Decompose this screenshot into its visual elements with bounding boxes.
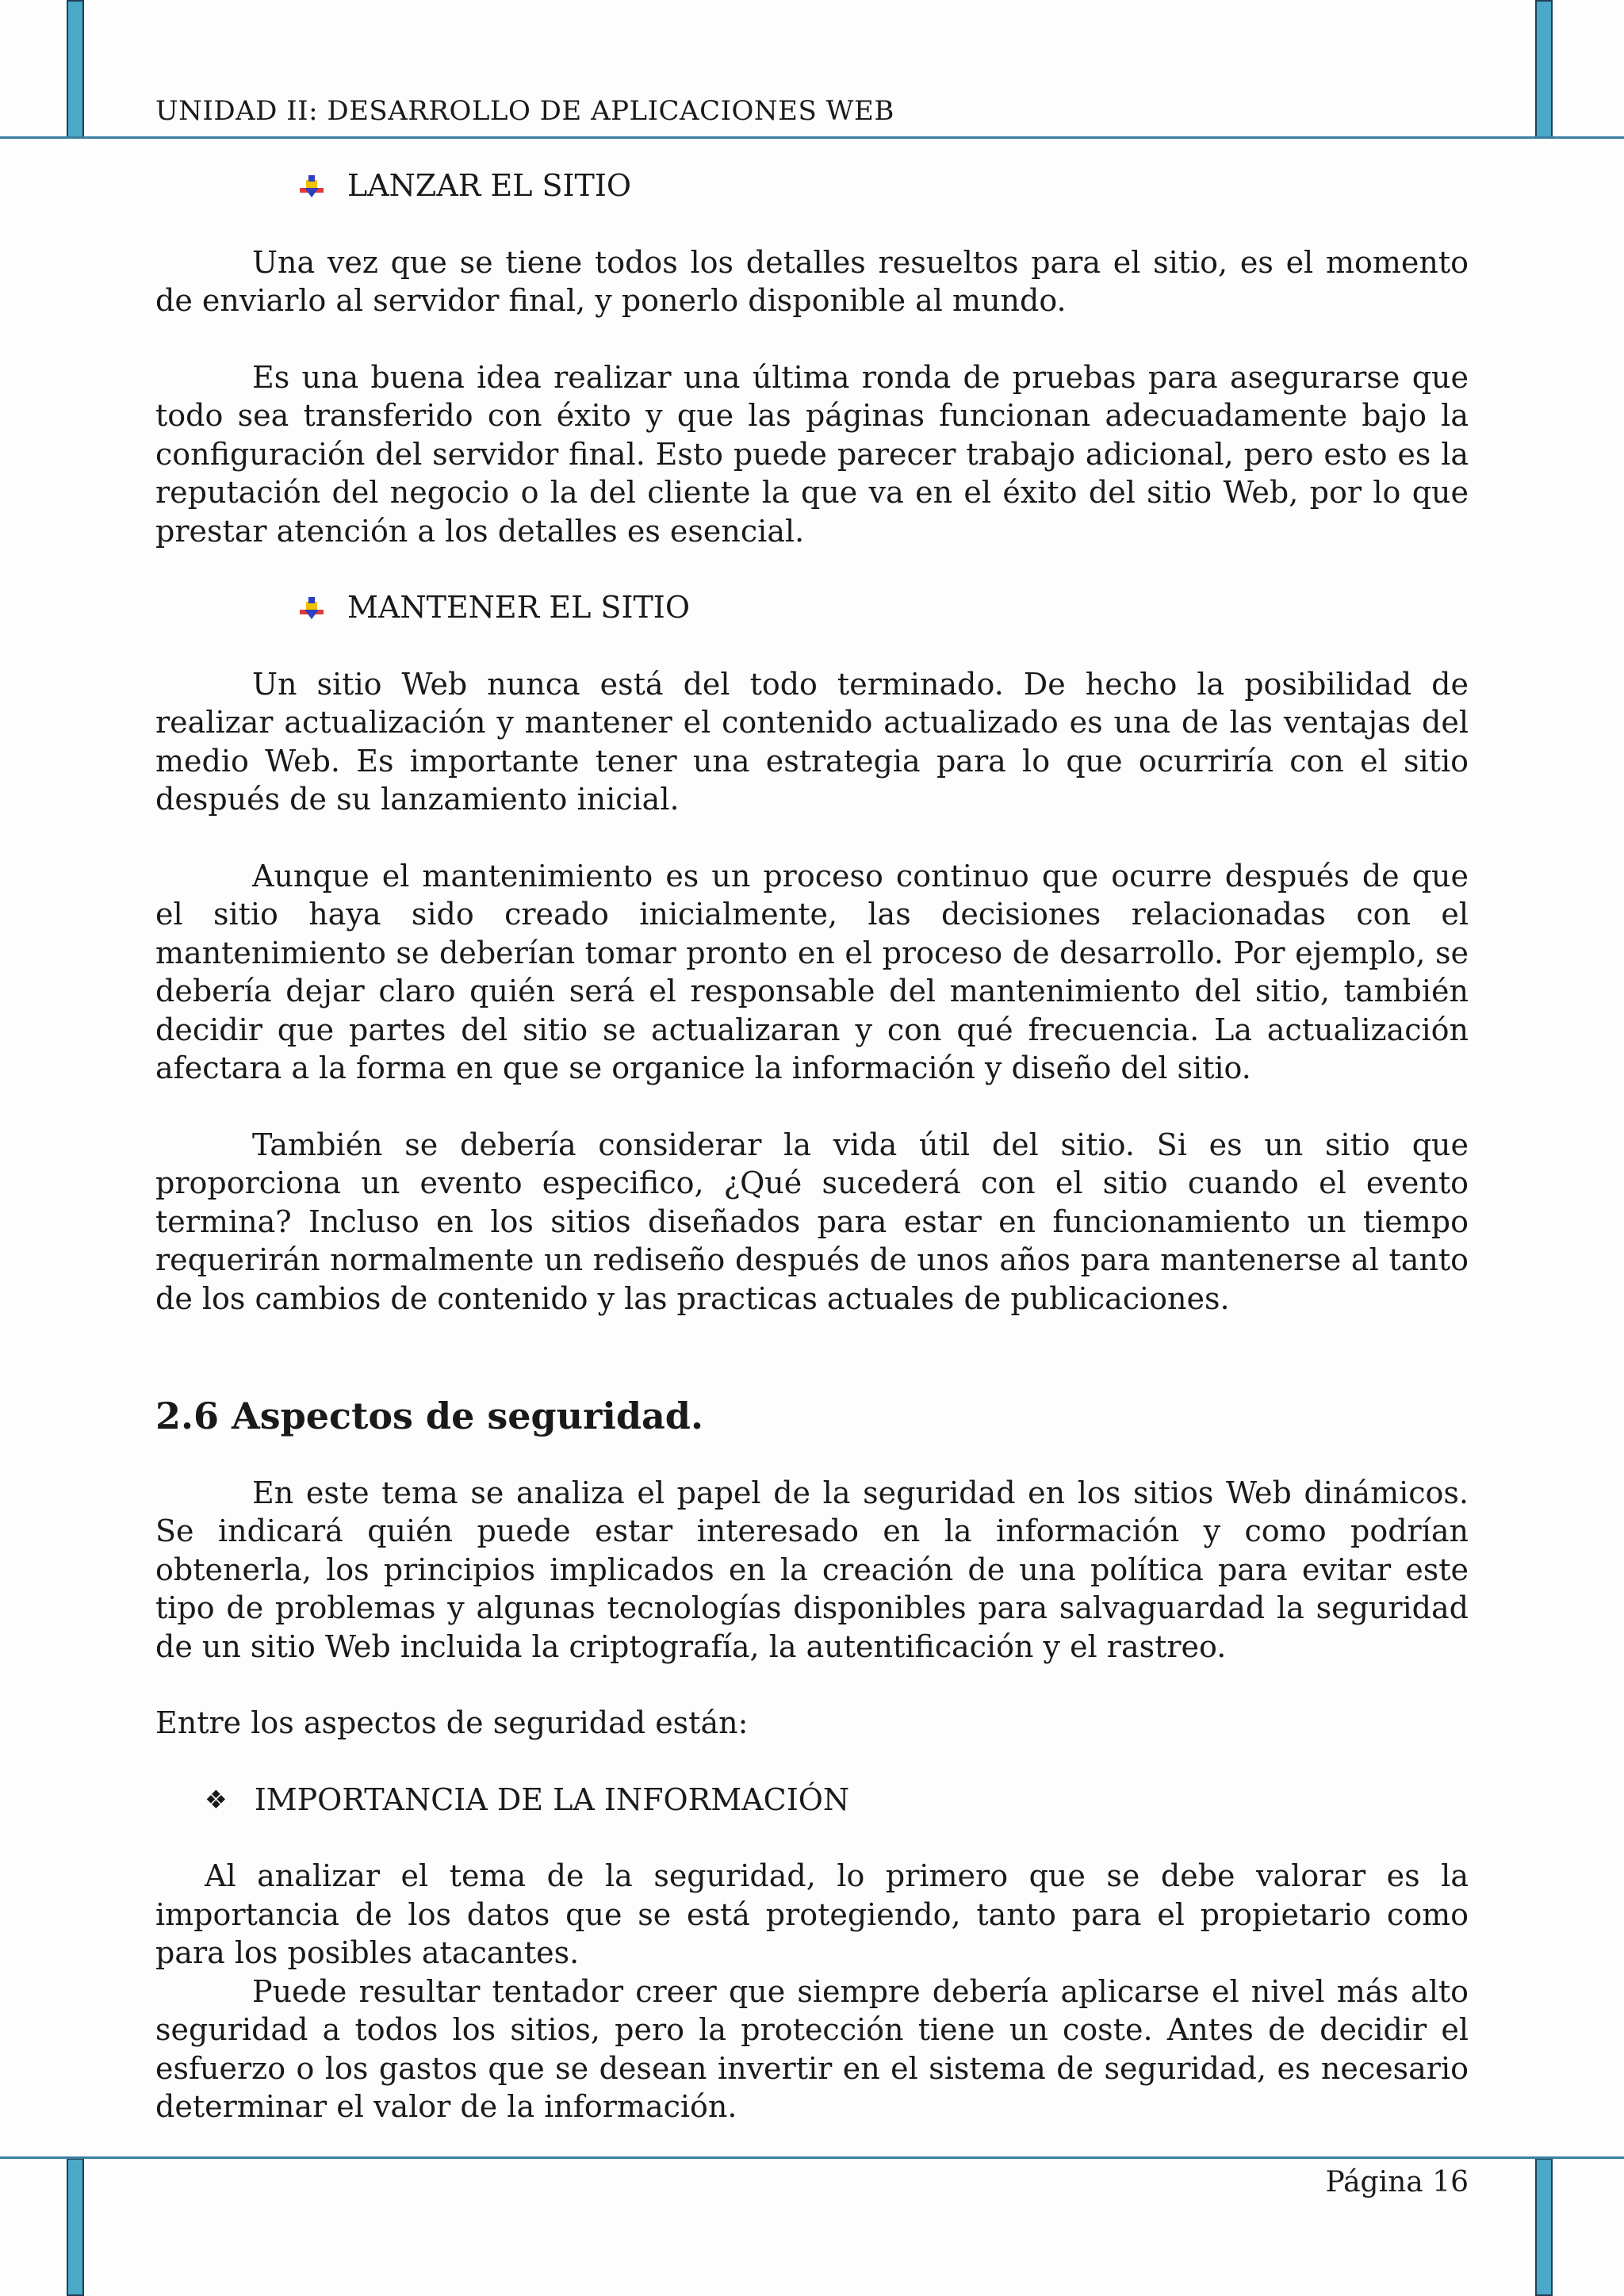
heading-mantener-el-sitio: MANTENER EL SITIO <box>155 588 1469 627</box>
paragraph: Aunque el mantenimiento es un proceso continuo que ocurre después de que el sitio haya sido creado inicialmente, las decisiones relacionadas con el mantenimiento se deberían tomar pronto en el proceso de desarrollo. Por ejemplo, se debería dejar claro quién será el responsable del mantenimiento del sitio, también decidir que partes del sitio se actualizaran y con qué frecuencia. La actualización afectara a la forma en que se organice la información y diseño del sitio. <box>155 858 1469 1085</box>
paragraph: En este tema se analiza el papel de la seguridad en los sitios Web dinámicos. Se indicará quién puede estar interesado en la información y como podrían obtenerla, los principios implicados en la creación de una política para evitar este tipo de problemas y algunas tecnologías disponibles para salvaguardad la seguridad de un sitio Web incluida la criptografía, la autentificación y el rastreo. <box>155 1475 1469 1664</box>
document-body <box>155 166 1469 2126</box>
paragraph: Al analizar el tema de la seguridad, lo primero que se debe valorar es la importancia de los datos que se está protegiendo, tanto para el propietario como para los posibles atacantes. <box>155 1858 1469 1970</box>
paragraph: También se debería considerar la vida útil del sitio. Si es un sitio que proporciona un evento especifico, ¿Qué sucederá con el sitio cuando el evento termina? Incluso en los sitios diseñados para estar en funcionamiento un tiempo requerirán normalmente un rediseño después de unos años para mantenerse al tanto de los cambios de contenido y las practicas actuales de publicaciones. <box>155 1127 1469 1316</box>
heading-lanzar-el-sitio: LANZAR EL SITIO <box>155 166 1469 205</box>
bullet-importancia: ❖ IMPORTANCIA DE LA INFORMACIÓN <box>155 1781 1469 1820</box>
arrow-bullet-icon <box>298 172 325 199</box>
frame-bar-top-right <box>1535 0 1553 138</box>
four-diamond-bullet-icon: ❖ <box>205 1784 228 1815</box>
footer-rule <box>0 2156 1624 2159</box>
page-header-title: UNIDAD II: DESARROLLO DE APLICACIONES WEB <box>155 95 894 127</box>
paragraph: Puede resultar tentador creer que siempre debería aplicarse el nivel más alto seguridad a todos los sitios, pero la protección tiene un coste. Antes de decidir el esfuerzo o los gastos que se desean invertir en el sistema de seguridad, es necesario determinar el valor de la información. <box>155 1973 1469 2124</box>
page-number: Página 16 <box>1325 2166 1469 2198</box>
paragraph: Una vez que se tiene todos los detalles resueltos para el sitio, es el momento de enviarlo al servidor final, y ponerlo disponible al mundo. <box>155 244 1469 318</box>
section-title: 2.6 Aspectos de seguridad. <box>155 1395 703 1437</box>
paragraph: Un sitio Web nunca está del todo terminado. De hecho la posibilidad de realizar actualización y mantener el contenido actualizado es una de las ventajas del medio Web. Es importante tener una estrategia para lo que ocurriría con el sitio después de su lanzamiento inicial. <box>155 666 1469 817</box>
arrow-bullet-icon <box>298 594 325 621</box>
frame-bar-bottom-right <box>1535 2158 1553 2296</box>
frame-bar-bottom-left <box>67 2158 84 2296</box>
paragraph: Entre los aspectos de seguridad están: <box>155 1705 749 1740</box>
header-rule <box>0 136 1624 139</box>
paragraph: Es una buena idea realizar una última ronda de pruebas para asegurarse que todo sea transferido con éxito y que las páginas funcionan adecuadamente bajo la configuración del servidor final. Esto puede parecer trabajo adicional, pero esto es la reputación del negocio o la del cliente la que va en el éxito del sitio Web, por lo que prestar atención a los detalles es esencial. <box>155 359 1469 549</box>
frame-bar-top-left <box>67 0 84 138</box>
